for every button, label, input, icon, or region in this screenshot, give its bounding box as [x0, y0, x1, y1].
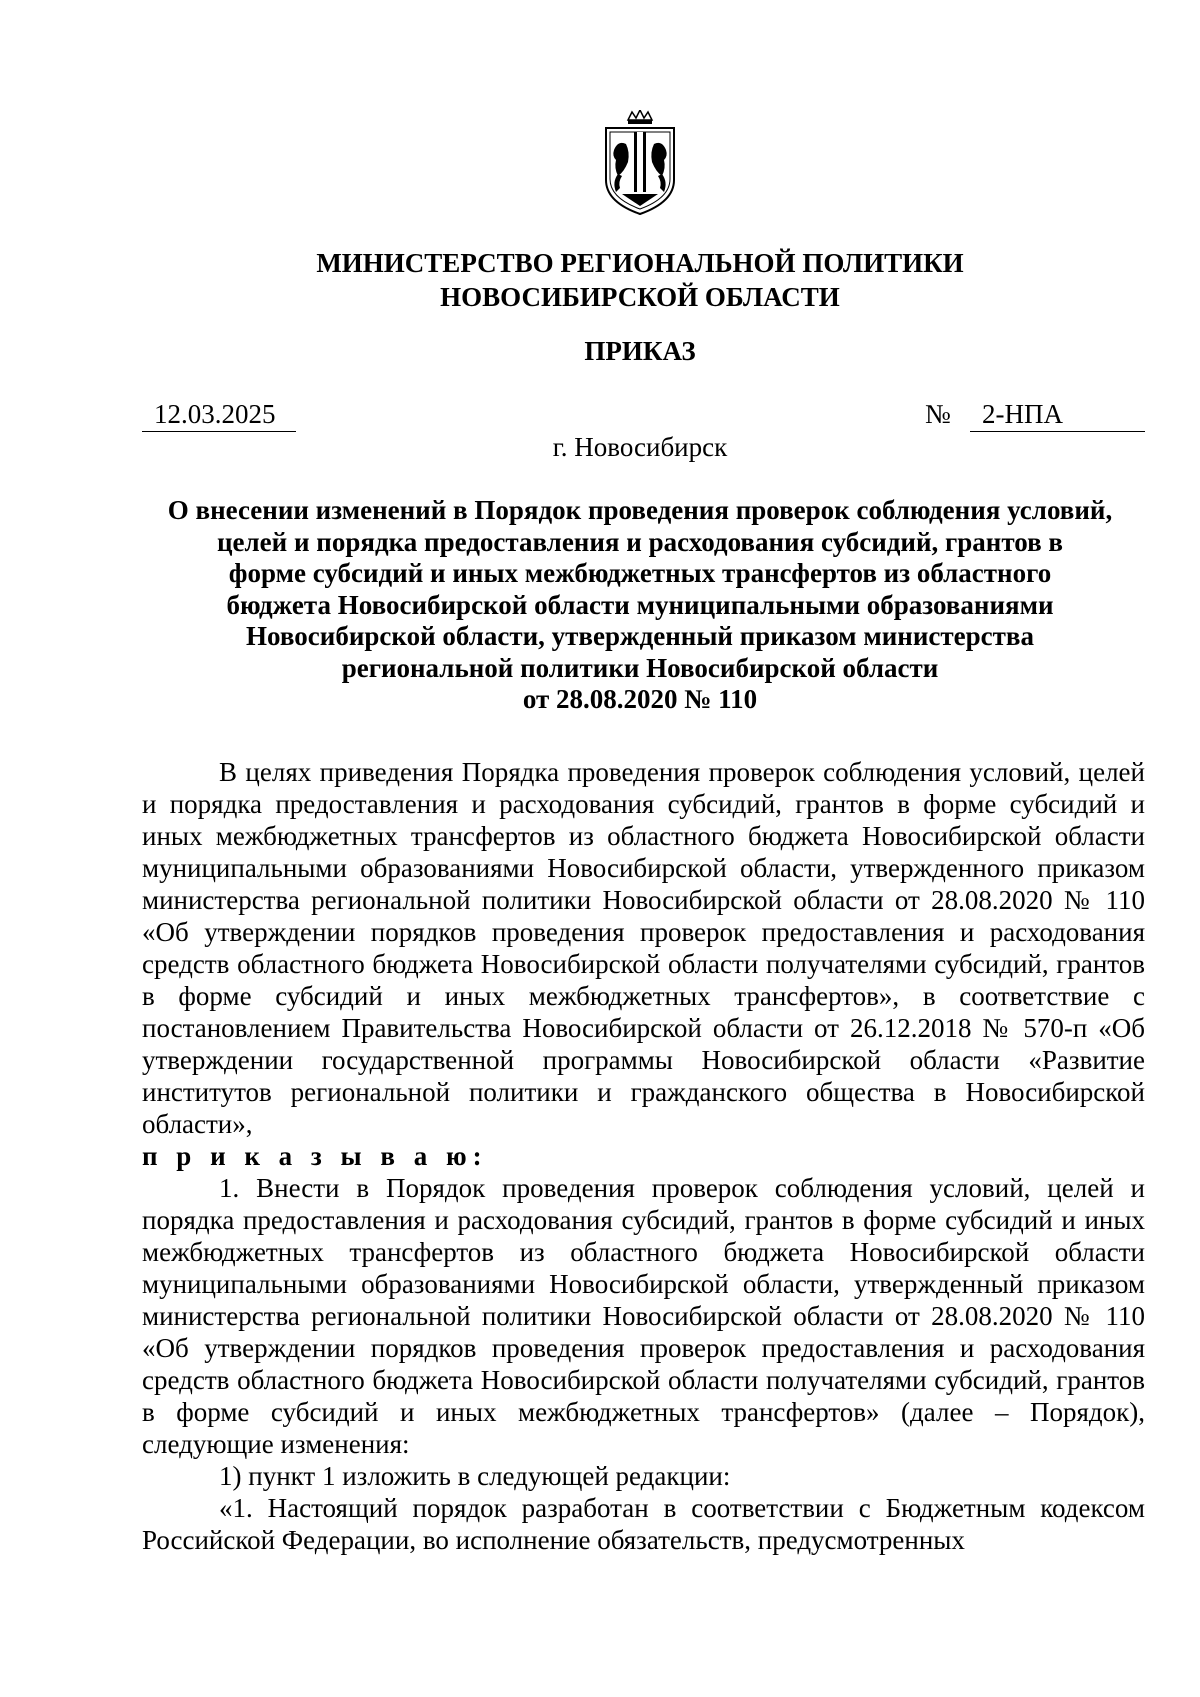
coat-of-arms-icon [600, 110, 680, 216]
city: г. Новосибирск [552, 432, 728, 462]
document-type: ПРИКАЗ [584, 336, 696, 366]
subject-line: О внесении изменений в Порядок проведения проверок соблюдения условий, [167, 495, 1113, 525]
ministry-line-2: НОВОСИБИРСКОЙ ОБЛАСТИ [440, 282, 840, 312]
order-subject [150, 495, 1130, 716]
subject-line: Новосибирской области, утвержденный приказом министерства [246, 621, 1034, 651]
subject-line: бюджета Новосибирской области муниципальными образованиями [226, 589, 1054, 620]
order-body [142, 756, 1145, 1556]
order-date: 12.03.2025 [142, 397, 296, 432]
quote-paragraph: «1. Настоящий порядок разработан в соответствии с Бюджетным кодексом Российской Федерации, во исполнение обязательств, предусмотренных [142, 1493, 1145, 1555]
ministry-line-1: МИНИСТЕРСТВО РЕГИОНАЛЬНОЙ ПОЛИТИКИ [316, 248, 964, 278]
number-sign: № [925, 399, 951, 429]
ministry-name [140, 246, 1140, 314]
subject-line: целей и порядка предоставления и расходования субсидий, грантов в [216, 526, 1064, 557]
order-number: 2-НПА [970, 397, 1145, 432]
order-verb: п р и к а з ы в а ю: [142, 1141, 488, 1171]
subject-line: форме субсидий и иных межбюджетных трансфертов из областного [228, 558, 1052, 588]
subject-line: региональной политики Новосибирской области [341, 652, 939, 683]
subitem-1-paragraph: 1) пункт 1 изложить в следующей редакции: [219, 1461, 731, 1491]
preamble-paragraph: В целях приведения Порядка проведения проверок соблюдения условий, целей и порядка предоставления и расходования субсидий, грантов в форме субсидий и иных межбюджетных трансфертов из областного бюджета Новосибирской области муниципальными образованиями Новосибирской области, утвержденного приказом министерства региональной политики Новосибирской области от 28.08.2020 № 110 «Об утверждении порядков проведения проверок предоставления и расходования средств областного бюджета Новосибирской области получателями субсидий, грантов в форме субсидий и иных межбюджетных трансфертов», в соответствие с постановлением Правительства Новосибирской области от 26.12.2018 № 570-п «Об утверждении государственной программы Новосибирской области «Развитие институтов региональной политики и гражданского общества в Новосибирской области», [142, 757, 1145, 1139]
item-1-paragraph: 1. Внести в Порядок проведения проверок соблюдения условий, целей и порядка предоставления и расходования субсидий, грантов в форме субсидий и иных межбюджетных трансфертов из областного бюджета Новосибирской области муниципальными образованиями Новосибирской области, утвержденный приказом министерства региональной политики Новосибирской области от 28.08.2020 № 110 «Об утверждении порядков проведения проверок предоставления и расходования средств областного бюджета Новосибирской области получателями субсидий, грантов в форме субсидий и иных межбюджетных трансфертов» (далее – Порядок), следующие изменения: [142, 1173, 1145, 1459]
subject-line: от 28.08.2020 № 110 [522, 684, 758, 714]
